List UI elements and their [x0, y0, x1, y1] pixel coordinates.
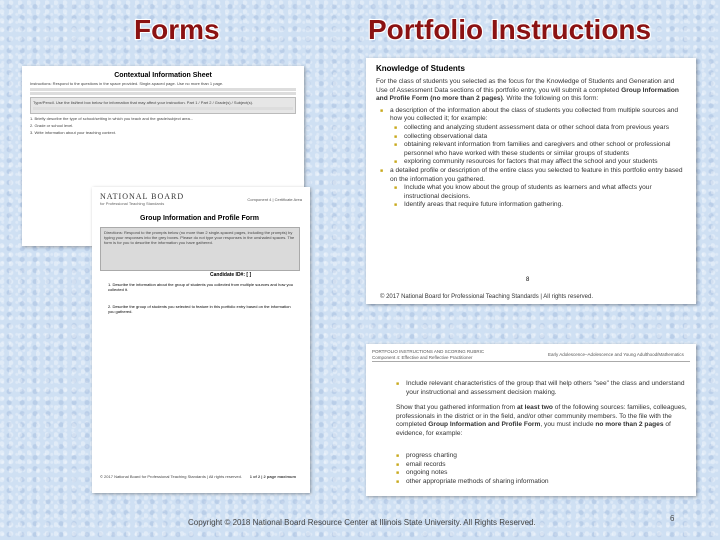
- instructions-page-knowledge-of-students: [366, 58, 696, 304]
- list-item: ■ a detailed profile or description of the entire class you selected to feature in this portfolio entry based on the information you gathered. ■ Include what you know about the group of students as learners and what affects your instructional decisions. ■ Identify areas that require future information gathering.: [390, 167, 686, 210]
- slide-copyright: Copyright © 2018 National Board Resource Center at Illinois State University. All Rights Reserved.: [188, 518, 536, 527]
- header-divider: [372, 361, 690, 362]
- directions-text: Directions: Respond to the prompts below (no more than 2 single-spaced pages, including the prompts) by typing your responses into the grey boxes. Please do not type your responses in the unshaded spaces. The form is for you to describe the information you have gathered.: [104, 230, 295, 245]
- sheet-item-2: 2. Grade or school level.: [30, 123, 74, 128]
- sheet-footer-copyright: © 2017 National Board for Professional Teaching Standards | All rights reserved.: [100, 474, 242, 479]
- sheet-intro: Instructions: Respond to the questions in the space provided. Single-spaced page. Use no more than 1 page.: [30, 81, 224, 86]
- instructions-page-continued: [366, 344, 696, 496]
- list-item: ■ Identify areas that require future information gathering.: [404, 201, 686, 210]
- list-item: ■ exploring community resources for factors that may affect the school and your students: [404, 158, 686, 167]
- logo-subtitle: for Professional Teaching Standards: [100, 201, 165, 206]
- slide-title-portfolio-instructions: Portfolio Instructions: [368, 14, 652, 45]
- group-information-profile-form: [92, 187, 310, 493]
- candidate-id: Candidate ID#: [ ]: [210, 272, 252, 278]
- main-list: [376, 107, 686, 210]
- list-item: ■ Include what you know about the group of students as learners and what affects your instructional decisions.: [404, 184, 686, 201]
- sheet-title: Contextual Information Sheet: [114, 72, 212, 79]
- list-item: ■ collecting observational data: [404, 133, 686, 142]
- page-header-right: Early Adolescence–Adolescence and Young Adulthood/Mathematics: [548, 352, 684, 357]
- list-item: ■ collecting and analyzing student assessment data or other school data from previous years: [404, 124, 686, 133]
- page-copyright: © 2017 National Board for Professional Teaching Standards | All rights reserved.: [380, 294, 593, 300]
- list-item: ■ a description of the information about the class of students you collected from multiple sources and how you collected it; for example: ■ collecting and analyzing student assessment data or other school data from previous years ■ collecting observational data ■ obtaining relevant information from families and caregivers and other school or professional personnel who have worked with these students or similar groups of students ■ exploring community resources for factors that may affect the school and your students: [390, 107, 686, 167]
- national-board-logo: NATIONAL BOARD: [100, 192, 185, 201]
- list-item: ■ Include relevant characteristics of the group that will help others "see" the class and understand your instructional and assessment decision making.: [406, 380, 690, 397]
- question-2: 2. Describe the group of students you selected to feature in this portfolio entry based on the information you gathered.: [108, 304, 291, 314]
- text-line: [33, 107, 293, 110]
- list-item: ■ ongoing notes: [406, 469, 549, 478]
- text-line: [30, 88, 296, 91]
- sheet-item-1: 1. Briefly describe the type of school/setting in which you teach and the grade/subject area...: [30, 116, 194, 121]
- sheet-page-count: 1 of 2 | 2 page maximum: [249, 474, 296, 479]
- section-heading: Knowledge of Students: [376, 64, 465, 73]
- text-line: [30, 92, 296, 95]
- question-1: 1. Describe the information about the group of students you collected from multiple sources and how you collected it.: [108, 282, 293, 292]
- sources-paragraph: Show that you gathered information from at least two of the following sources: families, colleagues, professionals in the district or in the field, and/or other community members. To the file with the completed Group Information and Profile Form, you must include no more than 2 pages of evidence, for example:: [396, 404, 687, 437]
- directions-box: [100, 227, 300, 271]
- list-item: ■ progress charting: [406, 452, 549, 461]
- sheet-footer: [100, 474, 300, 479]
- box-text: Type/Pencil. Use the list/text box below for information that may affect your instruction. Part 1 / Part 2 / Grade(s) / Subject(s).: [33, 100, 254, 105]
- page-header-left: PORTFOLIO INSTRUCTIONS AND SCORING RUBRIC Component 4: Effective and Reflective Practitioner: [372, 349, 485, 360]
- form-title: Group Information and Profile Form: [140, 215, 259, 222]
- sheet-header: Component 4 | Certificate Area: [247, 197, 302, 202]
- response-box: [30, 97, 296, 114]
- page-number: 8: [526, 277, 530, 283]
- list-item: ■ other appropriate methods of sharing information: [406, 478, 549, 487]
- list-item: ■ email records: [406, 461, 549, 470]
- sheet-item-3: 3. Write information about your teaching context.: [30, 130, 116, 135]
- slide-title-forms: Forms: [134, 14, 220, 45]
- slide-number: 6: [670, 514, 675, 523]
- intro-paragraph: For the class of students you selected as the focus for the Knowledge of Students and Generation and Use of Assessment Data sections of this portfolio entry, you will submit a completed Group Information and Profile Form (no more than 2 pages). Write the following on this form:: [376, 78, 679, 103]
- list-item: ■ obtaining relevant information from families and caregivers and other school or professional personnel who have worked with these students or similar groups of students: [404, 141, 686, 158]
- evidence-list: [396, 452, 549, 486]
